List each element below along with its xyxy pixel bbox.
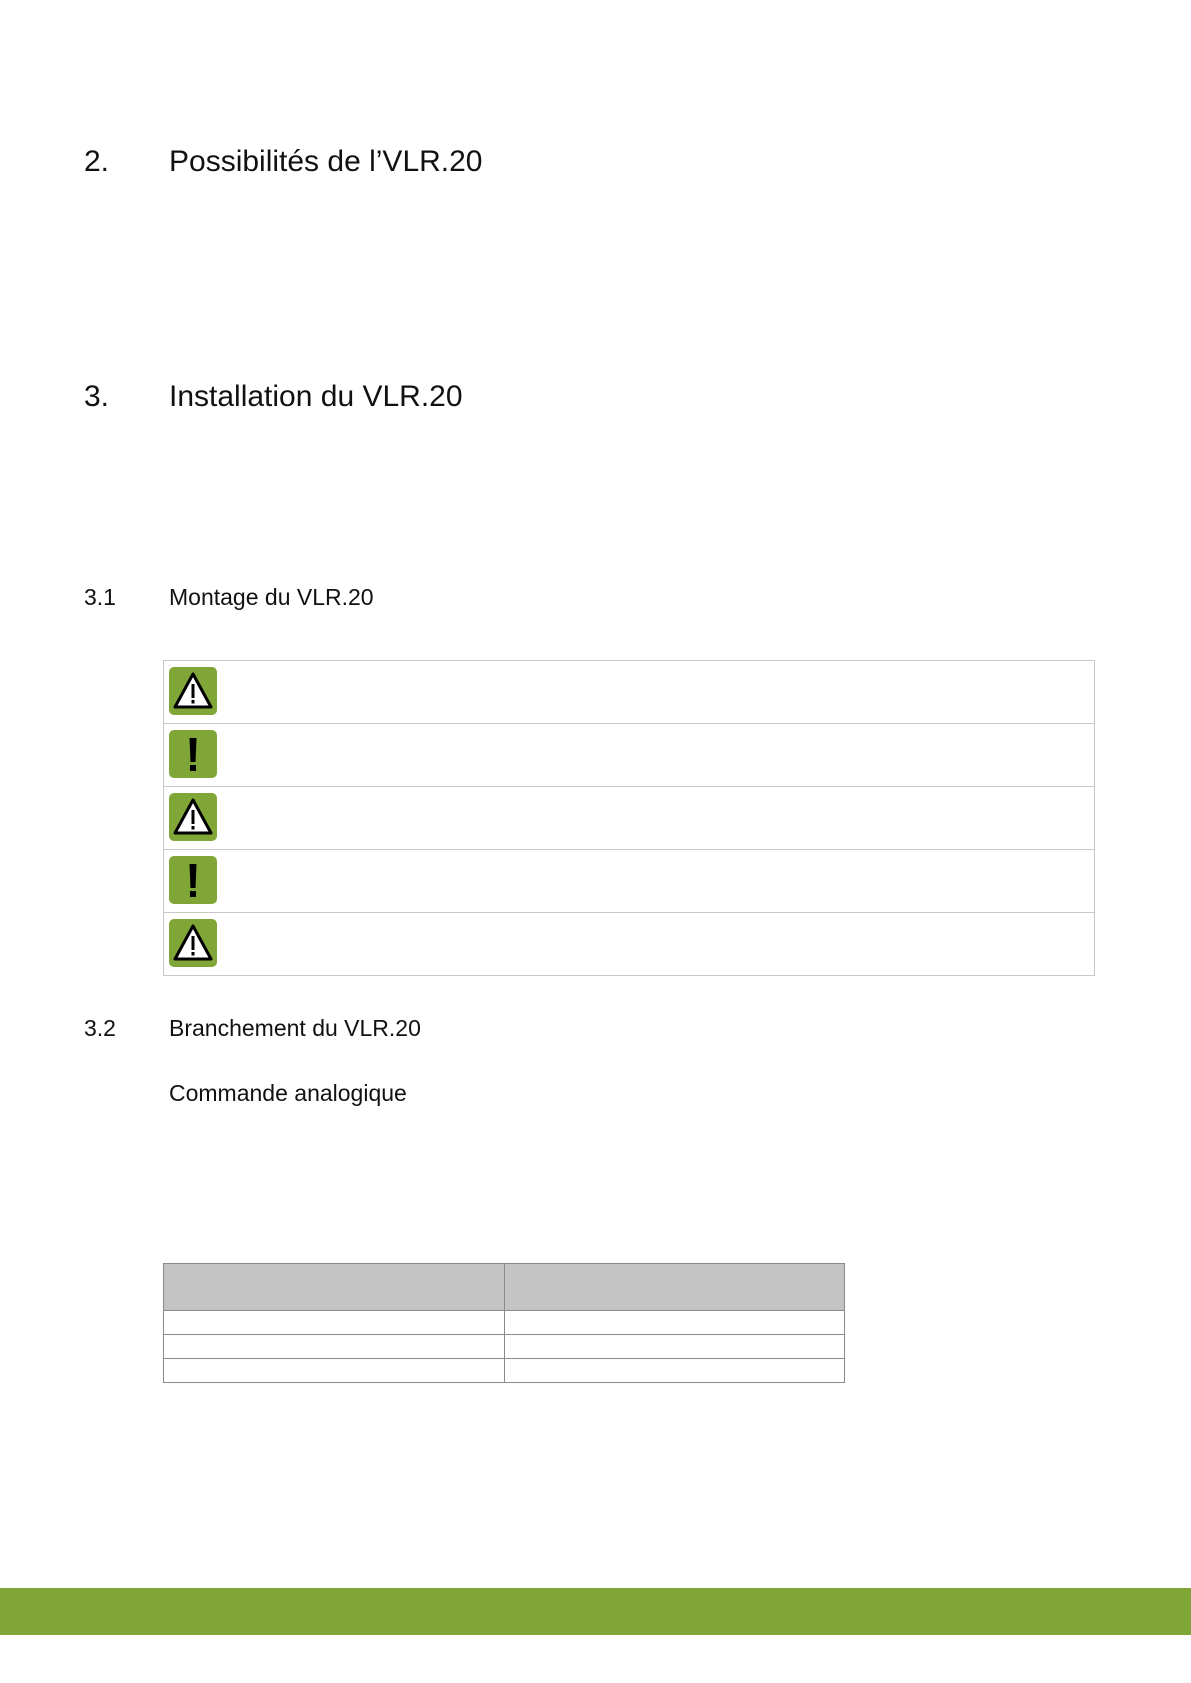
warning-triangle-icon [169,793,217,841]
table-cell [504,1359,845,1383]
section-title: Installation du VLR.20 [169,380,463,413]
warning-triangle-icon [169,919,217,967]
table-cell [504,1311,845,1335]
footer-band [0,1588,1191,1635]
section-3-heading [84,379,463,415]
notice-row [164,786,1094,849]
table-row [164,1359,845,1383]
table-header-cell [504,1264,845,1311]
notice-row [164,661,1094,723]
safety-notices-table [163,660,1095,976]
section-number: 3.1 [84,584,116,610]
warning-triangle-icon [169,667,217,715]
section-2-heading [84,144,483,180]
table-header-row [164,1264,845,1311]
connection-table [163,1263,845,1383]
section-number: 2. [84,145,110,178]
section-3-2-heading [84,1014,421,1042]
table-row [164,1311,845,1335]
section-number: 3. [84,380,110,413]
table-cell [164,1311,505,1335]
notice-row [164,723,1094,786]
section-title: Possibilités de l’VLR.20 [169,145,483,178]
section-title: Montage du VLR.20 [169,584,374,610]
subsection-heading: Commande analogique [169,1080,407,1106]
section-3-1-heading [84,583,374,611]
table-cell [164,1359,505,1383]
notice-row [164,849,1094,912]
section-title: Branchement du VLR.20 [169,1015,421,1041]
section-number: 3.2 [84,1015,116,1041]
table-header-cell [164,1264,505,1311]
table-cell [164,1335,505,1359]
exclamation-icon [169,856,217,904]
table-row [164,1335,845,1359]
exclamation-icon [169,730,217,778]
table-cell [504,1335,845,1359]
notice-row [164,912,1094,975]
